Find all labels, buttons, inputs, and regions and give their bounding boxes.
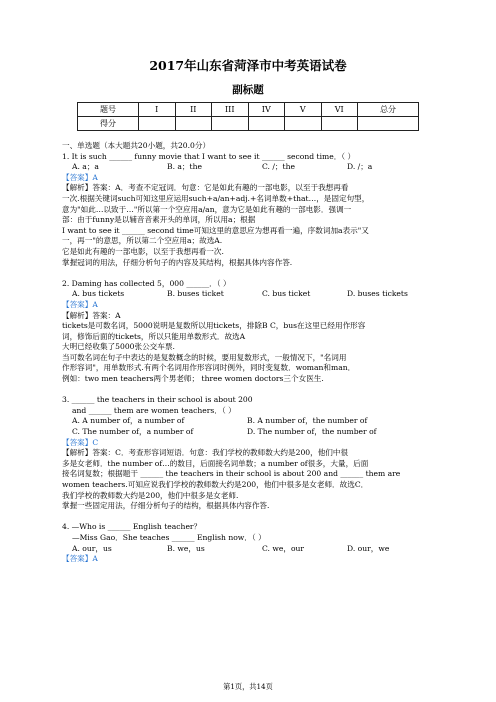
question-3-answer: 【答案】C bbox=[62, 437, 99, 447]
analysis-line: 多是女老师．the number of…的数目，后面接名词单数；a number of很多，大量，后面 bbox=[62, 458, 369, 468]
question-4-stem: 4. —Who is ______ English teacher？ bbox=[62, 522, 202, 532]
question-4-options bbox=[62, 544, 434, 555]
analysis-line: 【解析】答案：A bbox=[62, 310, 121, 320]
score-cell: VI bbox=[321, 103, 358, 117]
analysis-line: 作形容词"，用单数形式.有两个名词用作形容词时例外，同时变复数．woman和man． bbox=[62, 363, 356, 373]
option-a: A. bus tickets bbox=[72, 289, 125, 299]
option-d: D. our，we bbox=[347, 543, 390, 553]
analysis-line: 一次.根据关键词such可知这里应运用such+a/an+adj.+名词单数+that…，是固定句型， bbox=[62, 193, 370, 203]
question-2-options bbox=[62, 289, 434, 300]
analysis-line: 它是如此有趣的一部电影，以至于我想再看一次. bbox=[62, 246, 224, 256]
score-cell: 总分 bbox=[358, 103, 419, 117]
analysis-line: 一，再一"的意思，所以第二个空应用a；故选A. bbox=[62, 236, 223, 246]
analysis-line: tickets是可数名词，5000说明是复数所以用tickets，排除B C，bus在这里已经用作形容 bbox=[62, 321, 366, 331]
question-3-stem-cont: and ______ them are women teachers．（ ） bbox=[72, 405, 236, 415]
page-footer: 第1页，共14页 bbox=[223, 682, 273, 691]
option-c: C. The number of，a number of bbox=[72, 427, 194, 437]
score-cell bbox=[175, 117, 212, 131]
score-cell: 题号 bbox=[78, 103, 139, 117]
analysis-line: 掌握一些固定用法，仔细分析句子的结构，根据具体内容作答. bbox=[62, 501, 270, 511]
score-cell: III bbox=[212, 103, 249, 117]
score-cell bbox=[139, 117, 176, 131]
question-3-options-row2 bbox=[62, 427, 434, 438]
analysis-line: 意为"如此…以致于…"所以第一个空应用a/an，意为它是如此有趣的一部电影．强调一 bbox=[62, 204, 352, 214]
spacer bbox=[62, 512, 434, 523]
option-b: B. a；the bbox=[167, 162, 202, 172]
question-1-options bbox=[62, 162, 434, 173]
spacer bbox=[62, 268, 434, 279]
questions-content bbox=[62, 141, 434, 565]
analysis-line: 大明已经收集了5000张公交车票. bbox=[62, 342, 175, 352]
section-heading: 一、单选题（本大题共20小题，共20.0分） bbox=[62, 141, 211, 150]
question-4-answer: 【答案】A bbox=[62, 554, 98, 564]
analysis-line: 接名词复数；根据题干 ______ the teachers in their school is about 200 and ______ them are bbox=[62, 469, 401, 479]
score-cell bbox=[248, 117, 285, 131]
analysis-line: women teachers.可知应说我们学校的教师数大约是200，他们中很多是女老师．故选C． bbox=[62, 480, 369, 489]
option-d: D. The number of，the number of bbox=[247, 427, 377, 437]
analysis-line: 【解析】答案：C．考查形容词短语．句意：我们学校的教师数大约是200，他们中很 bbox=[62, 448, 349, 458]
question-1-stem: 1. It is such ______ funny movie that I want to see it ______ second time．（ ） bbox=[62, 151, 356, 161]
question-2-stem: 2. Daming has collected 5，000 ______．（ ） bbox=[62, 278, 231, 288]
analysis-line: 当可数名词在句子中表达的是复数概念的时候，要用复数形式，一般情况下，"名词用 bbox=[62, 352, 347, 362]
option-c: C. we，our bbox=[262, 543, 305, 553]
option-a: A. a；a bbox=[72, 162, 99, 172]
option-b: B. we，us bbox=[167, 543, 205, 553]
score-cell: V bbox=[285, 103, 322, 117]
score-cell: II bbox=[175, 103, 212, 117]
page-title: 2017年山东省菏泽市中考英语试卷 bbox=[149, 58, 347, 73]
question-3-stem: 3. ______ the teachers in their school is about 200 bbox=[62, 395, 253, 405]
score-table-header-row bbox=[78, 103, 419, 117]
option-a: A. our，us bbox=[72, 543, 112, 553]
question-4-stem-cont: —Miss Gao．She teaches ______ English now．（ ） bbox=[72, 532, 266, 542]
score-cell: 得分 bbox=[78, 117, 139, 131]
page-subtitle: 副标题 bbox=[232, 84, 264, 96]
score-cell: IV bbox=[248, 103, 285, 117]
option-a: A. A number of，a number of bbox=[72, 416, 185, 426]
score-cell bbox=[358, 117, 419, 131]
analysis-line: 掌握冠词的用法，仔细分析句子的内容及其结构，根据具体内容作答. bbox=[62, 257, 293, 267]
score-cell bbox=[285, 117, 322, 131]
analysis-line: 部：由于funny是以辅音音素开头的单词，所以用a；根据 bbox=[62, 215, 256, 225]
question-1-answer: 【答案】A bbox=[62, 172, 98, 182]
analysis-line: 【解析】答案：A．考查不定冠词．句意：它是如此有趣的一部电影，以至于我想再看 bbox=[62, 183, 349, 193]
score-table bbox=[77, 102, 419, 131]
option-d: D. buses tickets bbox=[347, 289, 408, 299]
analysis-line: 我们学校的教师数大约是200，他们中很多是女老师. bbox=[62, 490, 239, 500]
score-table-score-row bbox=[78, 117, 419, 131]
option-b: B. A number of，the number of bbox=[247, 416, 368, 426]
option-d: D. /；a bbox=[347, 162, 373, 172]
score-cell bbox=[212, 117, 249, 131]
score-cell: I bbox=[139, 103, 176, 117]
question-3-options-row1 bbox=[62, 416, 434, 427]
analysis-line: 词，修饰后面的tickets，所以只能用单数形式．故选A bbox=[62, 331, 246, 341]
analysis-line: 例如：two men teachers两个男老师； three women doctors三个女医生. bbox=[62, 374, 324, 384]
analysis-line: I want to see it ______ second time可知这里的意思应为想再看一遍，序数词加a表示"又 bbox=[62, 225, 369, 235]
spacer bbox=[62, 385, 434, 396]
score-cell bbox=[321, 117, 358, 131]
option-b: B. buses ticket bbox=[167, 289, 224, 299]
option-c: C. /；the bbox=[262, 162, 295, 172]
option-c: C. bus ticket bbox=[262, 289, 311, 299]
question-2-answer: 【答案】A bbox=[62, 299, 98, 309]
